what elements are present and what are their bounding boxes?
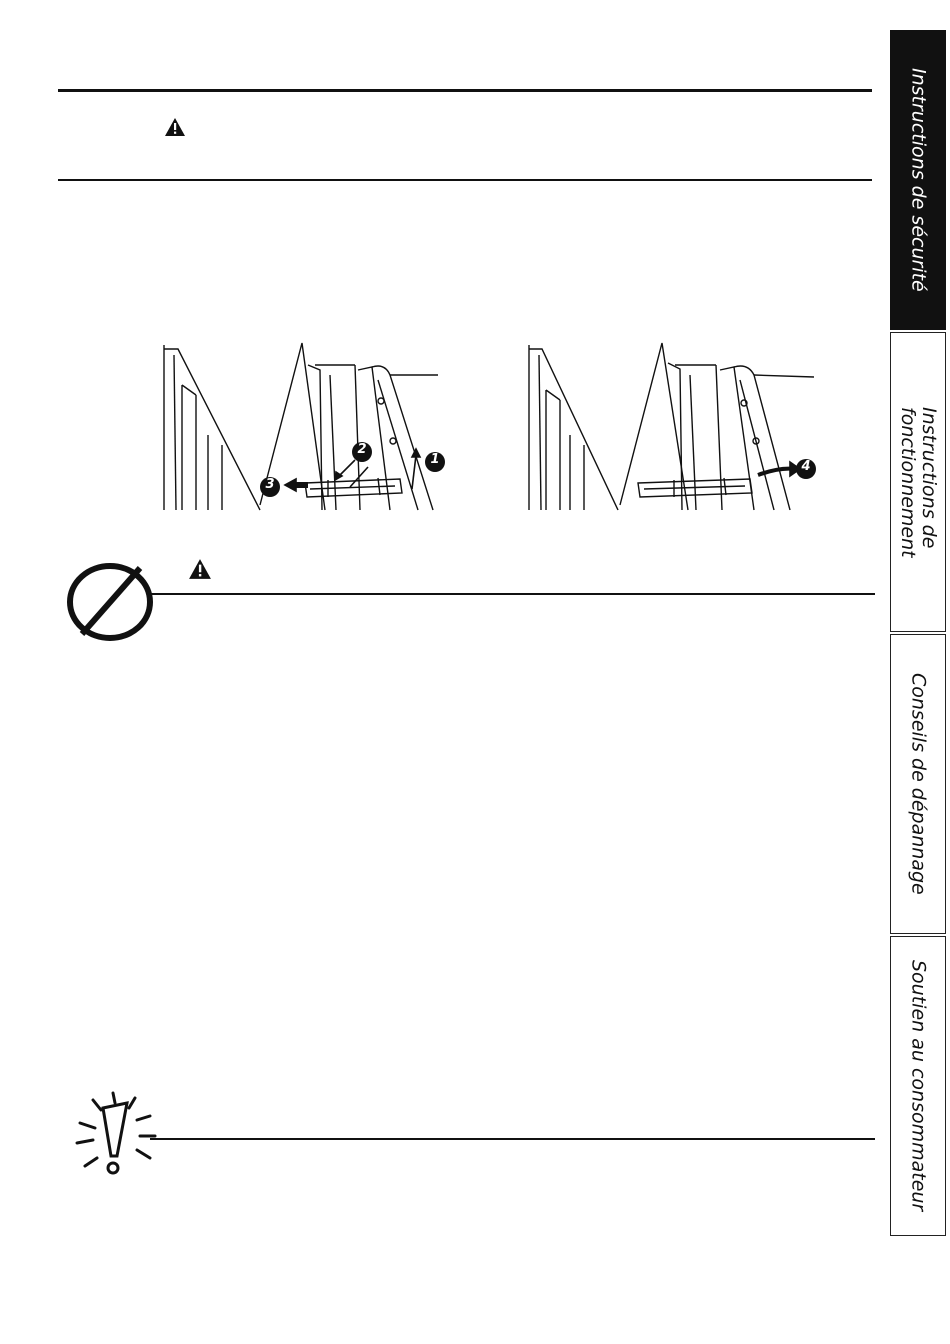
tab-operating-instructions[interactable]	[890, 332, 946, 632]
tab-consumer-support[interactable]	[890, 936, 946, 1236]
prohibition-section-rule	[150, 593, 875, 595]
step-badge-1: 1	[430, 452, 440, 467]
header-bottom-rule	[58, 179, 872, 181]
tab-troubleshooting[interactable]	[890, 634, 946, 934]
door-stop-illustration	[150, 335, 830, 520]
exclamation-tip-icon	[65, 1088, 170, 1183]
prohibited-circle-icon	[60, 560, 160, 645]
tip-section-rule	[150, 1138, 875, 1140]
tab-label: Instructions de fonctionnement	[897, 406, 940, 558]
warning-triangle-icon	[164, 117, 186, 137]
tab-label: Soutien au consommateur	[907, 960, 930, 1212]
step-badge-3: 3	[265, 477, 275, 492]
tab-label: Instructions de sécurité	[907, 68, 930, 292]
tab-label: Conseils de dépannage	[907, 673, 930, 895]
warning-triangle-icon	[188, 558, 212, 580]
header-top-rule	[58, 89, 872, 92]
step-badge-2: 2	[357, 442, 367, 457]
step-badge-4: 4	[801, 459, 811, 474]
section-tabs	[890, 30, 948, 1236]
tab-safety-instructions[interactable]	[890, 30, 946, 330]
